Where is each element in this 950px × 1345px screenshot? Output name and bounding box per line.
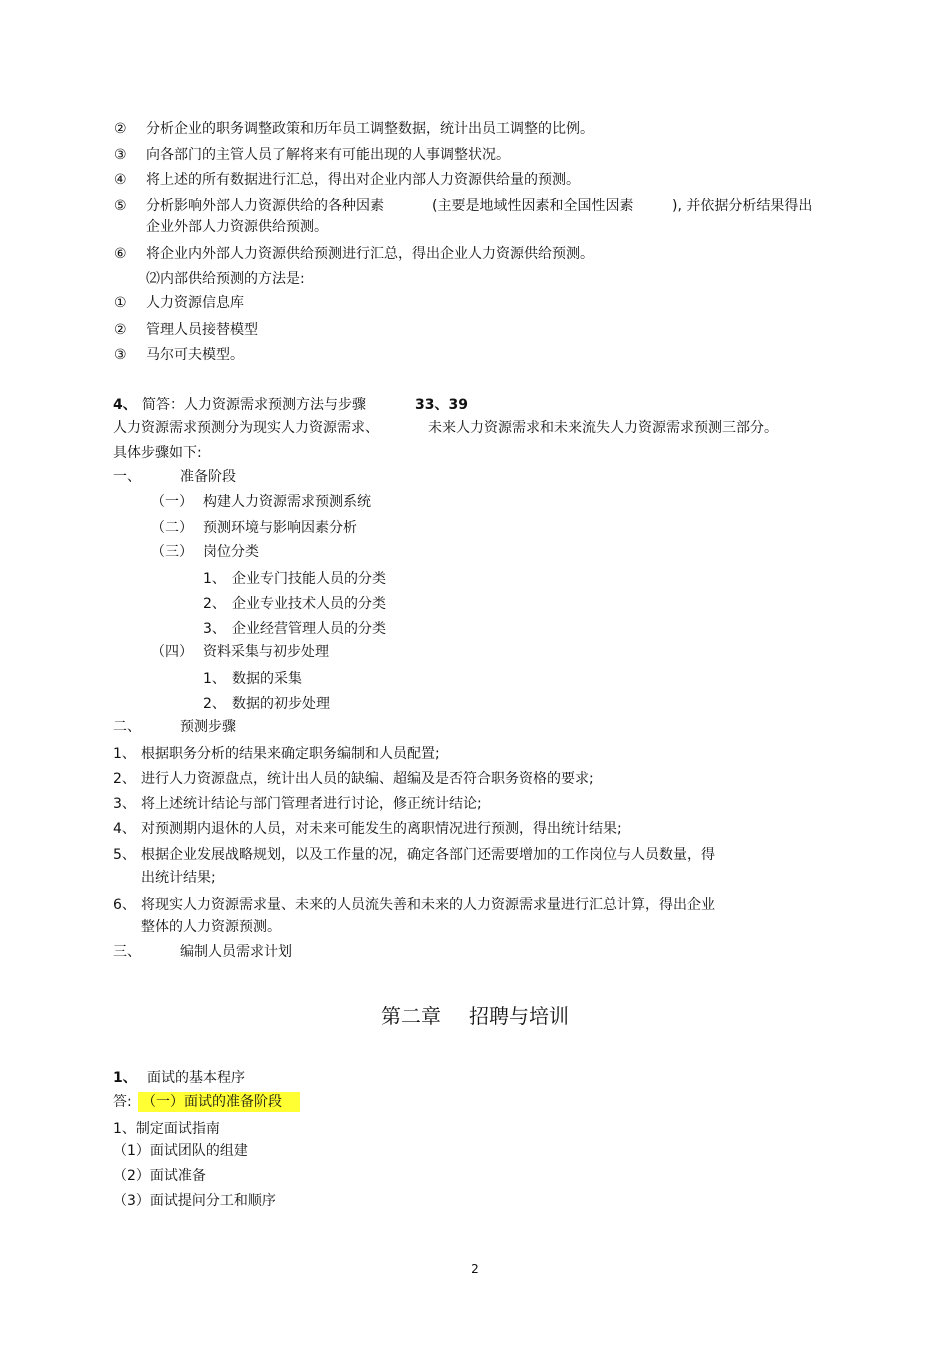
supply-step-6-text: 将企业内外部人力资源供给预测进行汇总，得出企业人力资源供给预测。: [146, 246, 594, 262]
supply-step-5-text-a: 分析影响外部人力资源供给的各种因素: [146, 198, 384, 214]
step-5-text: 根据企业发展战略规划，以及工作量的况，确定各部门还需要增加的工作岗位与人员数量，得: [141, 847, 715, 863]
chapter-label: 第二章: [381, 1004, 441, 1028]
sub-2-number: （二）: [151, 520, 193, 536]
sub-4-item-2-text: 数据的初步处理: [232, 696, 330, 712]
step-2-number: 2、: [113, 771, 136, 787]
interview-subitem-2: （2）面试准备: [113, 1168, 206, 1184]
stage-3-text: 编制人员需求计划: [180, 944, 292, 960]
interview-item-1: 1、制定面试指南: [113, 1121, 220, 1137]
answer-label: 答:: [113, 1094, 132, 1110]
supply-step-3-text: 向各部门的主管人员了解将来有可能出现的人事调整状况。: [146, 147, 510, 163]
interview-subitem-1: （1）面试团队的组建: [113, 1143, 248, 1159]
sub-3-text: 岗位分类: [203, 544, 259, 560]
q4-intro-2: 具体步骤如下:: [113, 445, 202, 461]
page-number: 2: [471, 1262, 479, 1276]
sub-3-item-2-text: 企业专业技术人员的分类: [232, 596, 386, 612]
method-3-number: ③: [114, 347, 127, 363]
step-5-continuation: 出统计结果;: [141, 870, 216, 886]
stage-1-text: 准备阶段: [180, 469, 236, 485]
sub-4-item-1-text: 数据的采集: [232, 671, 302, 687]
sub-3-item-3-text: 企业经营管理人员的分类: [232, 621, 386, 637]
highlighted-text: （一）面试的准备阶段: [138, 1092, 300, 1112]
supply-step-5-number: ⑤: [114, 198, 127, 214]
stage-2-text: 预测步骤: [180, 719, 236, 735]
sub-3-item-1-text: 企业专门技能人员的分类: [232, 571, 386, 587]
interview-number: 1、: [113, 1070, 137, 1086]
sub-3-item-3-number: 3、: [203, 621, 226, 637]
interview-subitem-3: （3）面试提问分工和顺序: [113, 1193, 276, 1209]
method-3-text: 马尔可夫模型。: [146, 347, 244, 363]
step-1-number: 1、: [113, 746, 136, 762]
supply-step-3-number: ③: [114, 147, 127, 163]
q4-intro-b: 未来人力资源需求和未来流失人力资源需求预测三部分。: [428, 420, 778, 436]
supply-step-5-text-c: ), 并依据分析结果得出: [672, 198, 813, 214]
sub-3-number: （三）: [151, 544, 193, 560]
step-4-number: 4、: [113, 821, 136, 837]
q4-number: 4、: [113, 397, 137, 413]
sub-3-item-2-number: 2、: [203, 596, 226, 612]
interview-title: 面试的基本程序: [147, 1070, 245, 1086]
stage-2-number: 二、: [113, 719, 141, 735]
supply-step-4-number: ④: [114, 172, 127, 188]
step-6-text: 将现实人力资源需求量、未来的人员流失善和未来的人力资源需求量进行汇总计算，得出企业: [141, 897, 715, 913]
sub-3-item-1-number: 1、: [203, 571, 226, 587]
step-6-continuation: 整体的人力资源预测。: [141, 919, 281, 935]
step-2-text: 进行人力资源盘点，统计出人员的缺编、超编及是否符合职务资格的要求;: [141, 771, 594, 787]
step-1-text: 根据职务分析的结果来确定职务编制和人员配置;: [141, 746, 440, 762]
answer-highlight: [138, 1093, 300, 1111]
step-4-text: 对预测期内退休的人员，对未来可能发生的离职情况进行预测，得出统计结果;: [141, 821, 622, 837]
q4-page-ref: 33、39: [415, 397, 468, 413]
q4-title: 简答：人力资源需求预测方法与步骤: [142, 397, 366, 413]
sub-1-number: （一）: [151, 494, 193, 510]
stage-1-number: 一、: [113, 469, 141, 485]
supply-step-2-text: 分析企业的职务调整政策和历年员工调整数据，统计出员工调整的比例。: [146, 121, 594, 137]
step-5-number: 5、: [113, 847, 136, 863]
sub-4-item-1-number: 1、: [203, 671, 226, 687]
step-3-text: 将上述统计结论与部门管理者进行讨论，修正统计结论;: [141, 796, 482, 812]
sub-2-text: 预测环境与影响因素分析: [203, 520, 357, 536]
sub-4-item-2-number: 2、: [203, 696, 226, 712]
method-1-number: ①: [114, 295, 127, 311]
supply-step-5-text-b: (主要是地域性因素和全国性因素: [432, 198, 634, 214]
supply-step-6-number: ⑥: [114, 246, 127, 262]
supply-step-5-continuation: 企业外部人力资源供给预测。: [146, 219, 328, 235]
chapter-title: [0, 1003, 950, 1029]
methods-heading: ⑵内部供给预测的方法是:: [146, 271, 305, 287]
stage-3-number: 三、: [113, 944, 141, 960]
step-6-number: 6、: [113, 897, 136, 913]
method-1-text: 人力资源信息库: [146, 295, 244, 311]
supply-step-4-text: 将上述的所有数据进行汇总，得出对企业内部人力资源供给量的预测。: [146, 172, 580, 188]
sub-4-number: （四）: [151, 644, 193, 660]
sub-4-text: 资料采集与初步处理: [203, 644, 329, 660]
method-2-text: 管理人员接替模型: [146, 322, 258, 338]
q4-intro-a: 人力资源需求预测分为现实人力资源需求、: [113, 420, 379, 436]
step-3-number: 3、: [113, 796, 136, 812]
method-2-number: ②: [114, 322, 127, 338]
chapter-name: 招聘与培训: [469, 1004, 569, 1028]
sub-1-text: 构建人力资源需求预测系统: [203, 494, 371, 510]
supply-step-2-number: ②: [114, 121, 127, 137]
